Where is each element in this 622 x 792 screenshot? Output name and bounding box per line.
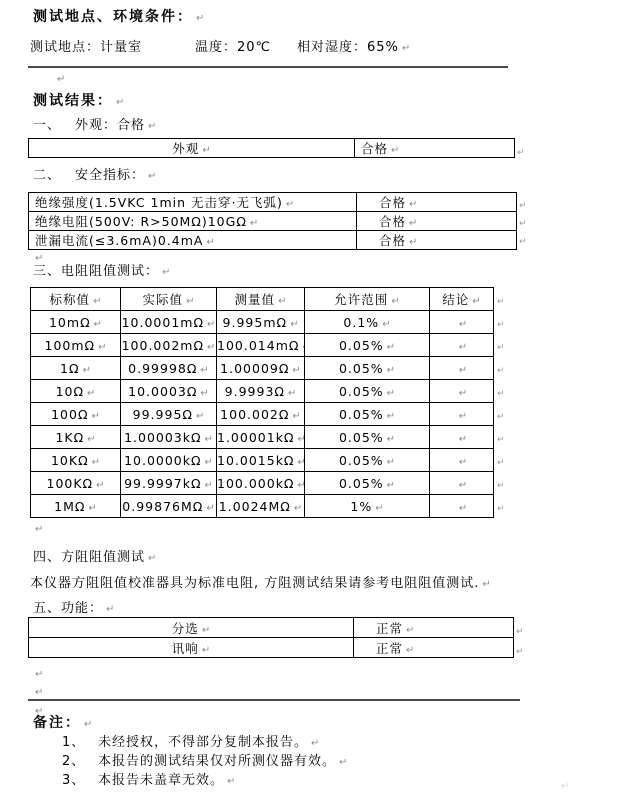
resistance-row	[31, 403, 494, 426]
conclusion-cell	[430, 426, 494, 449]
paragraph-mark-icon	[113, 94, 124, 108]
resistance-row-marks	[497, 289, 505, 519]
remark-text: 本报告的测试结果仅对所测仪器有效。	[98, 754, 337, 769]
resistance-row	[31, 357, 494, 380]
function-item-cell: 分选 ↵	[29, 618, 354, 638]
square-resistance-note	[30, 572, 491, 591]
safety-row-marks	[519, 193, 527, 247]
paragraph-mark-icon	[145, 119, 156, 132]
measured-cell: 100.002Ω ↵	[217, 403, 305, 426]
remark-number: 2、	[62, 754, 86, 769]
appearance-row-marks	[517, 140, 525, 158]
appearance-result-cell: 合格 ↵	[355, 139, 515, 158]
resistance-header-row	[31, 288, 494, 311]
env-heading-text: 测试地点、环境条件：	[33, 9, 193, 25]
env-humidity	[297, 36, 410, 55]
tolerance-cell: 0.05% ↵	[305, 426, 430, 449]
measured-cell: 100.000kΩ ↵	[217, 472, 305, 495]
measured-cell: 1.00009Ω ↵	[217, 357, 305, 380]
row-end-mark-icon	[519, 229, 527, 247]
resistance-row	[31, 449, 494, 472]
paragraph-mark-icon	[145, 551, 156, 564]
env-temperature: 温度：20℃	[195, 40, 272, 55]
paragraph-mark-icon	[32, 682, 43, 698]
resistance-row	[31, 380, 494, 403]
row-end-mark-icon	[497, 427, 505, 450]
safety-title-num: 二、	[33, 168, 62, 183]
resistance-row	[31, 472, 494, 495]
tolerance-cell: 0.05% ↵	[305, 449, 430, 472]
measured-cell: 9.9993Ω ↵	[217, 380, 305, 403]
row-end-mark-icon	[497, 335, 505, 358]
appearance-title-num: 一、	[33, 118, 62, 133]
measured-cell: 100.014mΩ ↵	[217, 334, 305, 357]
square-resistance-title	[33, 546, 156, 565]
row-end-mark-icon	[519, 211, 527, 229]
safety-row	[29, 193, 517, 212]
measured-cell: 1.00001kΩ ↵	[217, 426, 305, 449]
resistance-row	[31, 426, 494, 449]
env-heading	[33, 6, 204, 26]
safety-title	[33, 164, 156, 183]
row-end-mark-icon	[497, 473, 505, 496]
conclusion-cell	[430, 380, 494, 403]
results-heading	[33, 90, 124, 110]
resistance-header-cell: 测量值 ↵	[217, 288, 305, 311]
paragraph-mark-icon	[32, 664, 43, 680]
tolerance-cell: 0.05% ↵	[305, 380, 430, 403]
function-row	[29, 618, 514, 638]
row-end-mark-icon	[519, 193, 527, 211]
resistance-header-cell: 实际值 ↵	[121, 288, 217, 311]
paragraph-mark-icon	[224, 774, 235, 787]
conclusion-cell	[430, 495, 494, 518]
remark-number: 3、	[62, 773, 86, 788]
nominal-cell: 1MΩ ↵	[31, 495, 121, 518]
paragraph-mark-icon	[336, 755, 347, 768]
square-resistance-note-text: 本仪器方阻阻值校准器具为标准电阻, 方阻测试结果请参考电阻阻值测试.	[30, 576, 480, 591]
conclusion-cell	[430, 449, 494, 472]
nominal-cell: 10KΩ ↵	[31, 449, 121, 472]
resistance-row	[31, 334, 494, 357]
env-line	[0, 36, 622, 55]
actual-cell: 1.00003kΩ ↵	[121, 426, 217, 449]
resistance-table	[30, 287, 494, 518]
nominal-cell: 10Ω ↵	[31, 380, 121, 403]
paragraph-mark-icon	[308, 736, 319, 749]
row-end-mark-icon	[497, 496, 505, 519]
remark-item	[62, 769, 347, 788]
remarks-heading-text: 备注：	[33, 715, 81, 731]
function-row-marks	[516, 619, 524, 659]
safety-item-cell: 泄漏电流(≤3.6mA)0.4mA ↵	[29, 231, 357, 250]
env-humidity-text: 相对湿度：65%	[297, 40, 399, 55]
actual-cell: 100.002mΩ ↵	[121, 334, 217, 357]
paragraph-mark-icon	[193, 10, 204, 24]
paragraph-mark-icon	[479, 577, 490, 590]
row-end-mark-icon	[497, 450, 505, 473]
tolerance-cell: 0.05% ↵	[305, 472, 430, 495]
remark-number: 1、	[62, 735, 86, 750]
safety-row	[29, 231, 517, 250]
row-end-mark-icon	[516, 639, 524, 659]
paragraph-mark-icon	[145, 169, 156, 182]
resistance-title	[33, 260, 170, 279]
safety-result-cell: 合格 ↵	[357, 212, 517, 231]
conclusion-cell	[430, 403, 494, 426]
resistance-title-text: 三、电阻阻值测试：	[33, 264, 160, 279]
appearance-title-text: 外观：合格	[75, 118, 146, 133]
paragraph-mark-icon	[159, 265, 170, 278]
safety-row	[29, 212, 517, 231]
paragraph-mark-icon	[558, 776, 569, 792]
appearance-row	[29, 139, 515, 158]
function-result-cell: 正常 ↵	[354, 618, 514, 638]
nominal-cell: 100Ω ↵	[31, 403, 121, 426]
actual-cell: 10.0003Ω ↵	[121, 380, 217, 403]
conclusion-cell	[430, 334, 494, 357]
remark-item	[62, 750, 347, 769]
actual-cell: 99.995Ω ↵	[121, 403, 217, 426]
safety-result-cell: 合格 ↵	[357, 193, 517, 212]
tolerance-cell: 0.05% ↵	[305, 357, 430, 380]
actual-cell: 0.99998Ω ↵	[121, 357, 217, 380]
nominal-cell: 10mΩ ↵	[31, 311, 121, 334]
remarks-list	[62, 731, 347, 788]
paragraph-mark-icon	[81, 716, 92, 730]
paragraph-mark-icon	[103, 602, 114, 615]
paragraph-mark-icon	[399, 41, 410, 54]
square-resistance-title-text: 四、方阻阻值测试	[33, 550, 146, 565]
safety-title-text: 安全指标：	[75, 168, 146, 183]
function-row	[29, 638, 514, 658]
actual-cell: 0.99876MΩ ↵	[121, 495, 217, 518]
row-end-mark-icon	[497, 289, 505, 312]
resistance-header-cell: 结论 ↵	[430, 288, 494, 311]
function-item-cell: 讯响 ↵	[29, 638, 354, 658]
row-end-mark-icon	[517, 140, 525, 158]
appearance-item-cell: 外观 ↵	[29, 139, 355, 158]
remark-item	[62, 731, 347, 750]
results-heading-text: 测试结果：	[33, 93, 113, 109]
nominal-cell: 100KΩ ↵	[31, 472, 121, 495]
safety-table	[28, 192, 517, 250]
tolerance-cell: 0.05% ↵	[305, 403, 430, 426]
resistance-row	[31, 311, 494, 334]
appearance-table	[28, 138, 515, 158]
env-location: 测试地点：计量室	[30, 40, 143, 55]
conclusion-cell	[430, 357, 494, 380]
divider-rule-bottom	[28, 699, 520, 701]
safety-result-cell: 合格 ↵	[357, 231, 517, 250]
nominal-cell: 100mΩ ↵	[31, 334, 121, 357]
conclusion-cell	[430, 472, 494, 495]
paragraph-mark-icon	[32, 519, 43, 535]
conclusion-cell	[430, 311, 494, 334]
function-title-text: 五、功能：	[33, 601, 104, 616]
measured-cell: 10.0015kΩ ↵	[217, 449, 305, 472]
remark-text: 本报告未盖章无效。	[98, 773, 225, 788]
measured-cell: 1.0024MΩ ↵	[217, 495, 305, 518]
row-end-mark-icon	[497, 312, 505, 335]
safety-item-cell: 绝缘电阻(500V: R>50MΩ)10GΩ ↵	[29, 212, 357, 231]
tolerance-cell: 1% ↵	[305, 495, 430, 518]
actual-cell: 99.9997kΩ ↵	[121, 472, 217, 495]
tolerance-cell: 0.1% ↵	[305, 311, 430, 334]
function-title	[33, 597, 114, 616]
paragraph-mark-icon	[54, 69, 65, 85]
actual-cell: 10.0001mΩ ↵	[121, 311, 217, 334]
resistance-header-cell: 标称值 ↵	[31, 288, 121, 311]
function-result-cell: 正常 ↵	[354, 638, 514, 658]
divider-rule-top	[28, 66, 508, 68]
appearance-title	[33, 114, 156, 133]
safety-item-cell: 绝缘强度(1.5VKC 1min 无击穿·无飞弧) ↵	[29, 193, 357, 212]
row-end-mark-icon	[497, 404, 505, 427]
row-end-mark-icon	[497, 381, 505, 404]
nominal-cell: 1Ω ↵	[31, 357, 121, 380]
measured-cell: 9.995mΩ ↵	[217, 311, 305, 334]
function-table	[28, 617, 514, 658]
resistance-row	[31, 495, 494, 518]
remark-text: 未经授权，不得部分复制本报告。	[98, 735, 309, 750]
resistance-header-cell: 允许范围 ↵	[305, 288, 430, 311]
remarks-heading	[33, 712, 92, 732]
tolerance-cell: 0.05% ↵	[305, 334, 430, 357]
nominal-cell: 1KΩ ↵	[31, 426, 121, 449]
row-end-mark-icon	[497, 358, 505, 381]
row-end-mark-icon	[516, 619, 524, 639]
actual-cell: 10.0000kΩ ↵	[121, 449, 217, 472]
